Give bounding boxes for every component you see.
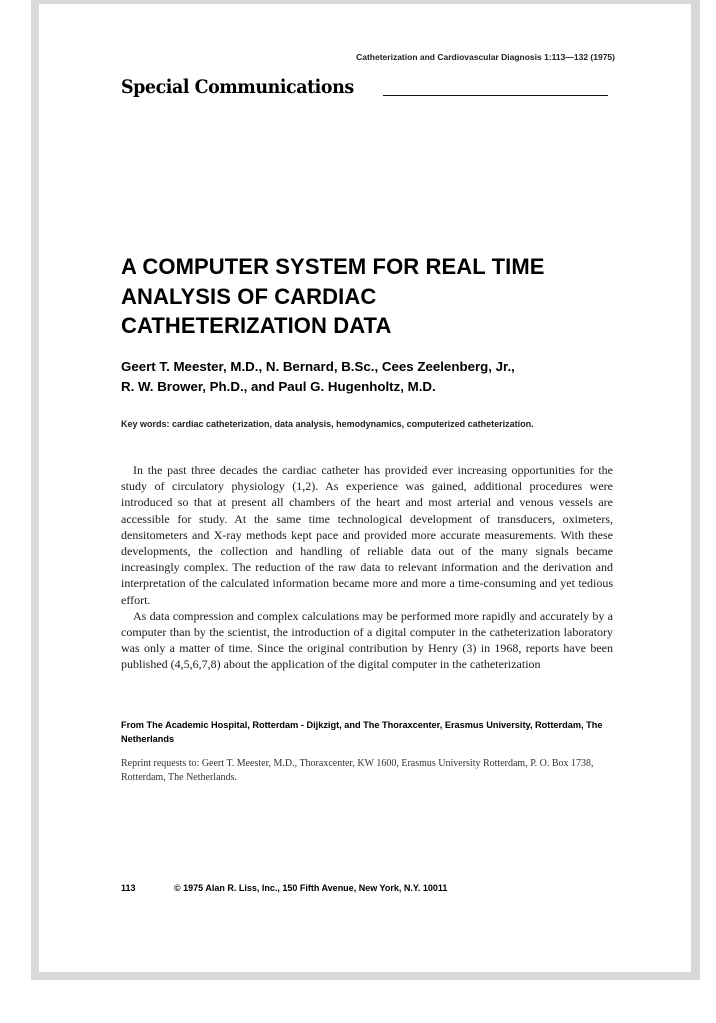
section-heading: Special Communications <box>121 76 354 98</box>
reprint-footnote: Reprint requests to: Geert T. Meester, M.D., Thoraxcenter, KW 1600, Erasmus University Rotterdam, P. O. Box 1738, Rotterdam, The Netherlands. <box>121 758 594 783</box>
title-line: A COMPUTER SYSTEM FOR REAL TIME <box>121 254 545 279</box>
copyright-line: © 1975 Alan R. Liss, Inc., 150 Fifth Avenue, New York, N.Y. 10011 <box>174 883 448 893</box>
paragraph: In the past three decades the cardiac catheter has provided ever increasing opportunities for the study of circulatory physiology (1,2). As experience was gained, additional procedures were introduced so that at present all chambers of the heart and most arterial and venous vessels are accessible for study. At the same time technological development of transducers, oximeters, densitometers and X-ray methods kept pace and provided more accurate measurements. With these developments, the collection and handling of reliable data out of the many signals became increasingly complex. The reduction of the raw data to relevant information and the derivation and interpretation of the calculated information became more and more a time-consuming and yet tedious effort. <box>121 463 613 607</box>
keywords: Key words: cardiac catheterization, data analysis, hemodynamics, computerized catheterization. <box>121 419 534 429</box>
author-list <box>121 357 621 397</box>
heading-rule <box>383 95 608 96</box>
affiliation-footnote: From The Academic Hospital, Rotterdam - Dijkzigt, and The Thoraxcenter, Erasmus University, Rotterdam, The Netherlands <box>121 720 603 744</box>
article-title <box>121 252 621 341</box>
author-line: R. W. Brower, Ph.D., and Paul G. Hugenholtz, M.D. <box>121 379 436 394</box>
title-line: CATHETERIZATION DATA <box>121 313 392 338</box>
journal-header: Catheterization and Cardiovascular Diagnosis 1:113—132 (1975) <box>356 52 615 62</box>
paragraph: As data compression and complex calculations may be performed more rapidly and accurately by a computer than by the scientist, the introduction of a digital computer in the catheterization laboratory was only a matter of time. Since the original contribution by Henry (3) in 1968, reports have been published (4,5,6,7,8) about the application of the digital computer in the catheterization <box>121 608 613 672</box>
page-number: 113 <box>121 883 136 893</box>
author-line: Geert T. Meester, M.D., N. Bernard, B.Sc., Cees Zeelenberg, Jr., <box>121 359 515 374</box>
title-line: ANALYSIS OF CARDIAC <box>121 283 377 309</box>
body-text <box>121 462 613 673</box>
